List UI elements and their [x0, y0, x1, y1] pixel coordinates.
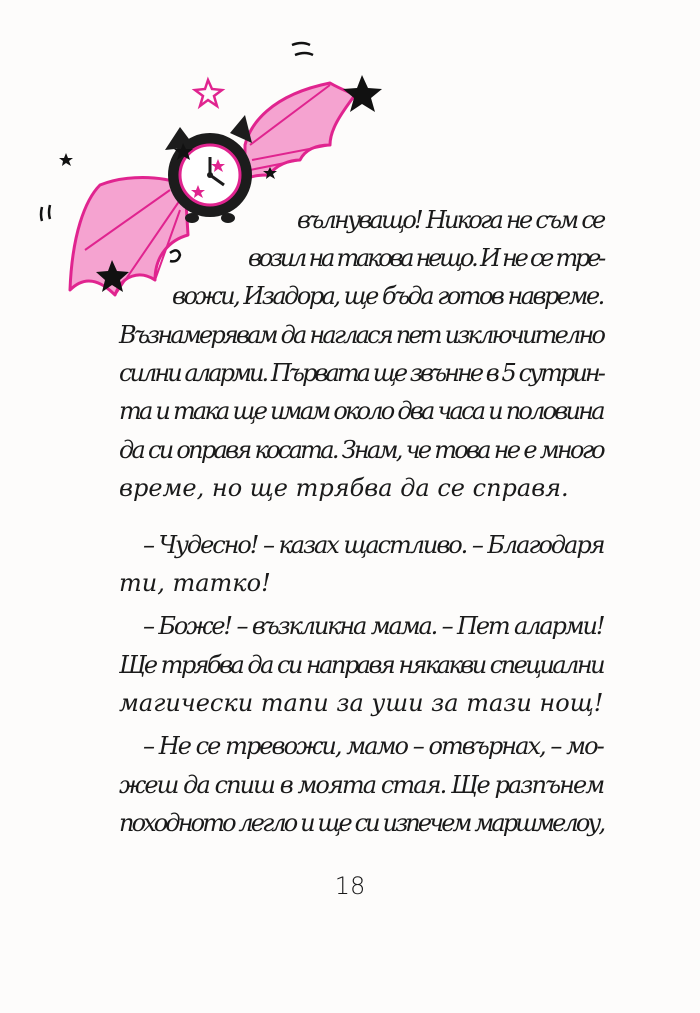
- star-icon: [343, 75, 382, 112]
- text-line: – Не се тревожи, мамо – отвърнах, – мо-: [143, 732, 603, 760]
- text-line: ти, татко!: [119, 569, 271, 597]
- right-wing: [245, 83, 355, 180]
- pink-star-icon: [195, 80, 222, 106]
- page-number: 18: [334, 872, 366, 900]
- text-line: да си оправя косата. Знам, че това не е много: [119, 436, 603, 464]
- star-icon: [59, 153, 73, 166]
- text-line: вълнуващо! Никога не съм се: [297, 206, 604, 234]
- text-line: Ще трябва да си направя някакви специални: [119, 651, 604, 679]
- text-line: вожи, Изадора, ще бъда готов навреме.: [172, 282, 603, 310]
- text-line: – Чудесно! – казах щастливо. – Благодаря: [143, 531, 604, 559]
- text-line: силни аларми. Първата ще звънне в 5 сутрин-: [119, 359, 603, 387]
- text-line: магически тапи за уши за тази нощ!: [119, 689, 604, 717]
- text-line: возил на такова нещо. И не се тре-: [248, 244, 604, 272]
- text-line: време, но ще трябва да се справя.: [119, 474, 569, 502]
- text-line: Възнамерявам да наглася пет изключително: [119, 321, 604, 349]
- text-line: – Боже! – възкликна мама. – Пет аларми!: [143, 612, 604, 640]
- bat-alarm-clock-illustration: [30, 35, 400, 320]
- text-line: та и така ще имам около два часа и половина: [119, 397, 603, 425]
- text-line: жеш да спиш в моята стая. Ще разпънем: [119, 771, 604, 799]
- text-line: походното легло и ще си изпечем маршмелоу,: [119, 809, 604, 837]
